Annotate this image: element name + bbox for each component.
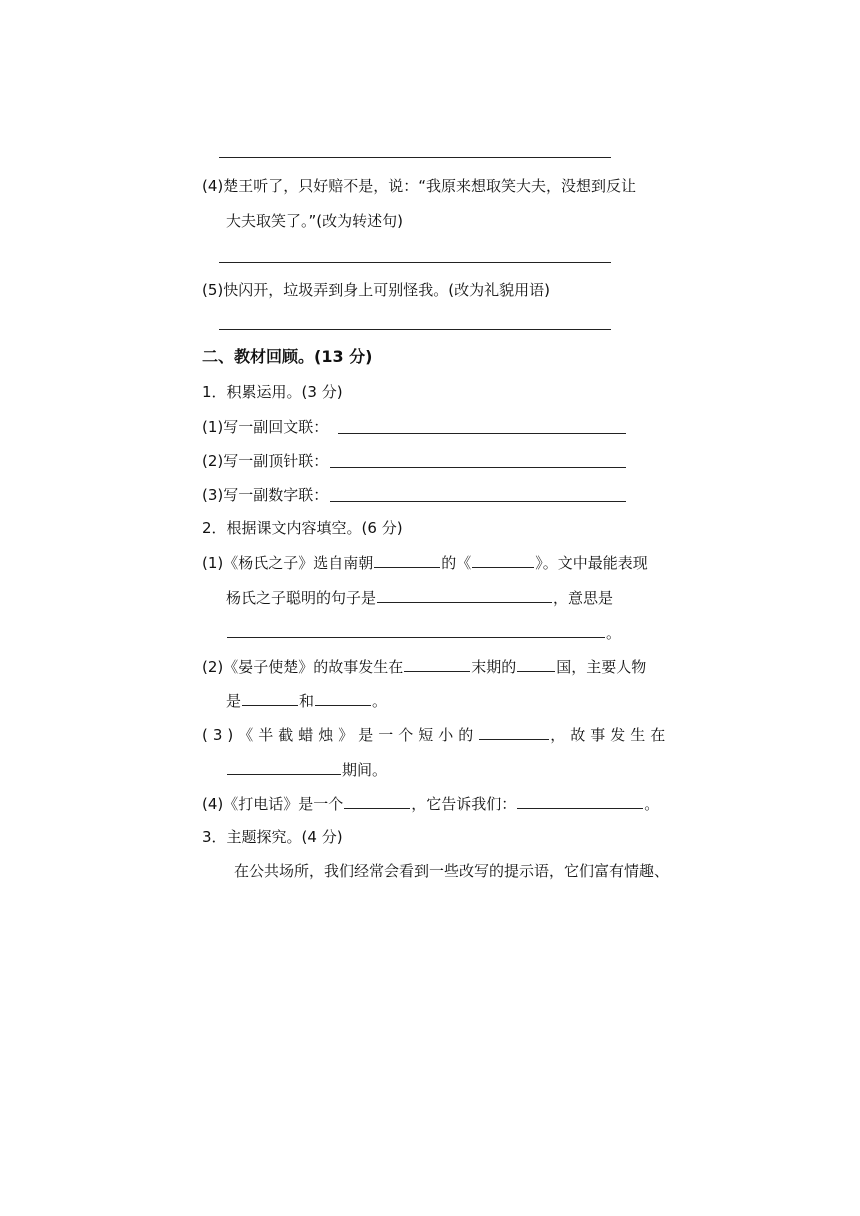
text: ，意思是 xyxy=(553,589,614,607)
part2-item1-line1 xyxy=(202,552,648,573)
blank xyxy=(374,552,440,568)
text: 和 xyxy=(299,692,315,710)
text: (4)《打电话》是一个 xyxy=(202,795,344,813)
answer-line-number-couplet xyxy=(330,501,626,502)
q4-line2: 大夫取笑了。”(改为转述句) xyxy=(226,212,403,230)
q5-line1: (5)快闪开，垃圾弄到身上可别怪我。(改为礼貌用语) xyxy=(202,281,550,299)
answer-line-palindrome-couplet xyxy=(338,433,626,434)
text: 杨氏之子聪明的句子是 xyxy=(226,589,377,607)
part3-title: 3．主题探究。(4 分) xyxy=(202,828,343,846)
text: 期间。 xyxy=(342,761,388,779)
part1-item-1: (1)写一副回文联： xyxy=(202,418,329,436)
text: 末期的 xyxy=(471,658,517,676)
answer-line-q4 xyxy=(219,262,611,263)
part1-title: 1．积累运用。(3 分) xyxy=(202,383,343,401)
text: 。 xyxy=(644,795,660,813)
part2-item2-line1 xyxy=(202,656,646,677)
text: 。 xyxy=(606,624,622,642)
text: 是 xyxy=(226,692,242,710)
text: ，故事发生在 xyxy=(550,726,671,744)
text: (2)《晏子使楚》的故事发生在 xyxy=(202,658,404,676)
blank xyxy=(517,656,555,672)
text: ，它告诉我们： xyxy=(411,795,517,813)
text: 。 xyxy=(372,692,388,710)
part1-item-2: (2)写一副顶针联： xyxy=(202,452,329,470)
blank xyxy=(472,552,534,568)
section2-title: 二、教材回顾。(13 分) xyxy=(202,347,373,366)
blank xyxy=(227,759,341,775)
answer-line-q5 xyxy=(219,329,611,330)
answer-line-q3 xyxy=(219,157,611,158)
text: (3)《半截蜡烛》是一个短小的 xyxy=(202,726,479,744)
blank xyxy=(242,690,298,706)
part2-item2-line2 xyxy=(226,690,387,711)
part3-text: 在公共场所，我们经常会看到一些改写的提示语，它们富有情趣、 xyxy=(234,862,670,880)
blank xyxy=(517,793,643,809)
answer-line-chain-couplet xyxy=(330,467,626,468)
part2-item3-line2 xyxy=(226,759,387,780)
blank xyxy=(404,656,470,672)
blank xyxy=(315,690,371,706)
q4-line1: (4)楚王听了，只好赔不是，说：“我原来想取笑大夫，没想到反让 xyxy=(202,177,637,195)
blank xyxy=(227,622,605,638)
text: (1)《杨氏之子》选自南朝 xyxy=(202,554,374,572)
part1-item-3: (3)写一副数字联： xyxy=(202,486,329,504)
part2-item1-line3 xyxy=(226,622,621,643)
blank xyxy=(479,724,549,740)
part2-item1-line2 xyxy=(226,587,613,608)
text: 》。文中最能表现 xyxy=(535,554,648,572)
blank xyxy=(344,793,410,809)
text: 国，主要人物 xyxy=(556,658,647,676)
part2-item4-line1 xyxy=(202,793,659,814)
text: 的《 xyxy=(441,554,472,572)
blank xyxy=(377,587,552,603)
part2-item3-line1 xyxy=(202,724,670,745)
part2-title: 2．根据课文内容填空。(6 分) xyxy=(202,519,403,537)
